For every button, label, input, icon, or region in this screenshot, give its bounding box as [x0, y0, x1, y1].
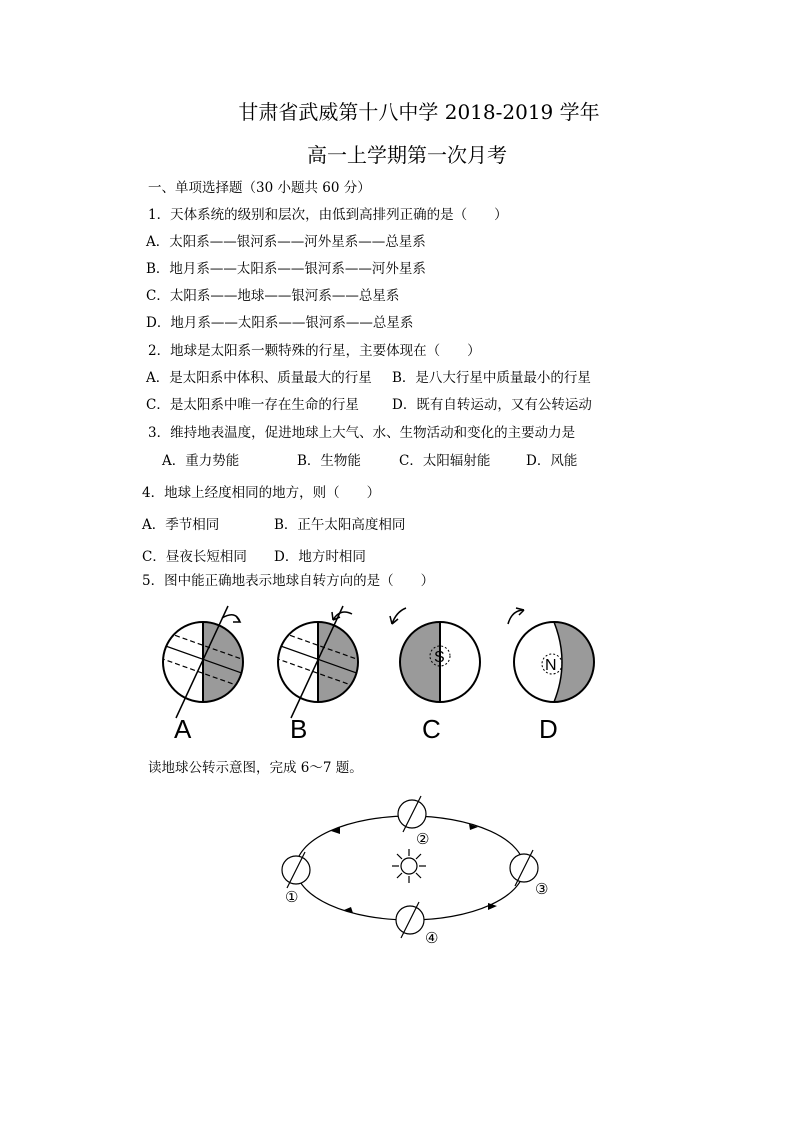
globe-d-label: D — [539, 714, 558, 744]
revolution-figure — [0, 790, 794, 960]
question-2-option-c: C．是太阳系中唯一存在生命的行星 — [146, 397, 359, 413]
page-subtitle: 高一上学期第一次月考 — [307, 143, 507, 167]
question-3-option-b: B．生物能 — [297, 453, 361, 469]
position-label-1: ① — [285, 888, 299, 906]
globe-d — [508, 608, 594, 702]
question-4-option-b: B．正午太阳高度相同 — [274, 517, 406, 533]
read-prompt: 读地球公转示意图，完成 6～7 题。 — [148, 760, 363, 776]
question-4-stem: 4．地球上经度相同的地方，则（ ） — [142, 485, 381, 501]
question-3-option-a: A．重力势能 — [162, 453, 240, 469]
globe-a-label: A — [174, 714, 192, 744]
globe-b-label: B — [290, 714, 308, 744]
globe-c-pole-label: S — [434, 649, 445, 666]
question-2-option-d: D．既有自转运动，又有公转运动 — [392, 397, 592, 413]
question-1-option-d: D．地月系——太阳系——银河系——总星系 — [146, 315, 414, 331]
question-5-stem: 5．图中能正确地表示地球自转方向的是（ ） — [142, 573, 435, 589]
question-2-option-b: B．是八大行星中质量最小的行星 — [392, 370, 591, 386]
question-3-option-c: C．太阳辐射能 — [399, 453, 491, 469]
globe-a — [160, 606, 250, 718]
earth-position-3 — [510, 850, 538, 886]
earth-position-4 — [396, 902, 424, 938]
question-2-option-a: A．是太阳系中体积、质量最大的行星 — [146, 370, 372, 386]
question-4-option-a: A．季节相同 — [142, 517, 220, 533]
question-4-option-c: C．昼夜长短相同 — [142, 549, 247, 565]
earth-position-2 — [398, 796, 426, 832]
globe-c-label: C — [422, 714, 441, 744]
question-1-stem: 1．天体系统的级别和层次，由低到高排列正确的是（ ） — [148, 207, 508, 223]
question-2-stem: 2．地球是太阳系一颗特殊的行星，主要体现在（ ） — [148, 343, 481, 359]
position-label-4: ④ — [425, 929, 439, 947]
page-title: 甘肃省武威第十八中学 2018-2019 学年 — [238, 100, 600, 124]
section-heading: 一、单项选择题（30 小题共 60 分） — [148, 180, 371, 196]
globe-d-pole-label: N — [545, 657, 557, 674]
globe-b — [275, 606, 365, 718]
position-label-2: ② — [416, 830, 430, 848]
question-1-option-c: C．太阳系——地球——银河系——总星系 — [146, 288, 400, 304]
question-4-option-d: D．地方时相同 — [274, 549, 366, 565]
question-1-option-b: B．地月系——太阳系——银河系——河外星系 — [146, 261, 426, 277]
position-label-3: ③ — [535, 880, 549, 898]
earth-position-1 — [282, 852, 310, 888]
sun-icon — [392, 849, 426, 883]
question-1-option-a: A．太阳系——银河系——河外星系——总星系 — [146, 234, 426, 250]
question-3-stem: 3．维持地表温度，促进地球上大气、水、生物活动和变化的主要动力是 — [148, 425, 576, 441]
question-3-option-d: D．风能 — [526, 453, 578, 469]
rotation-figure — [0, 600, 794, 760]
